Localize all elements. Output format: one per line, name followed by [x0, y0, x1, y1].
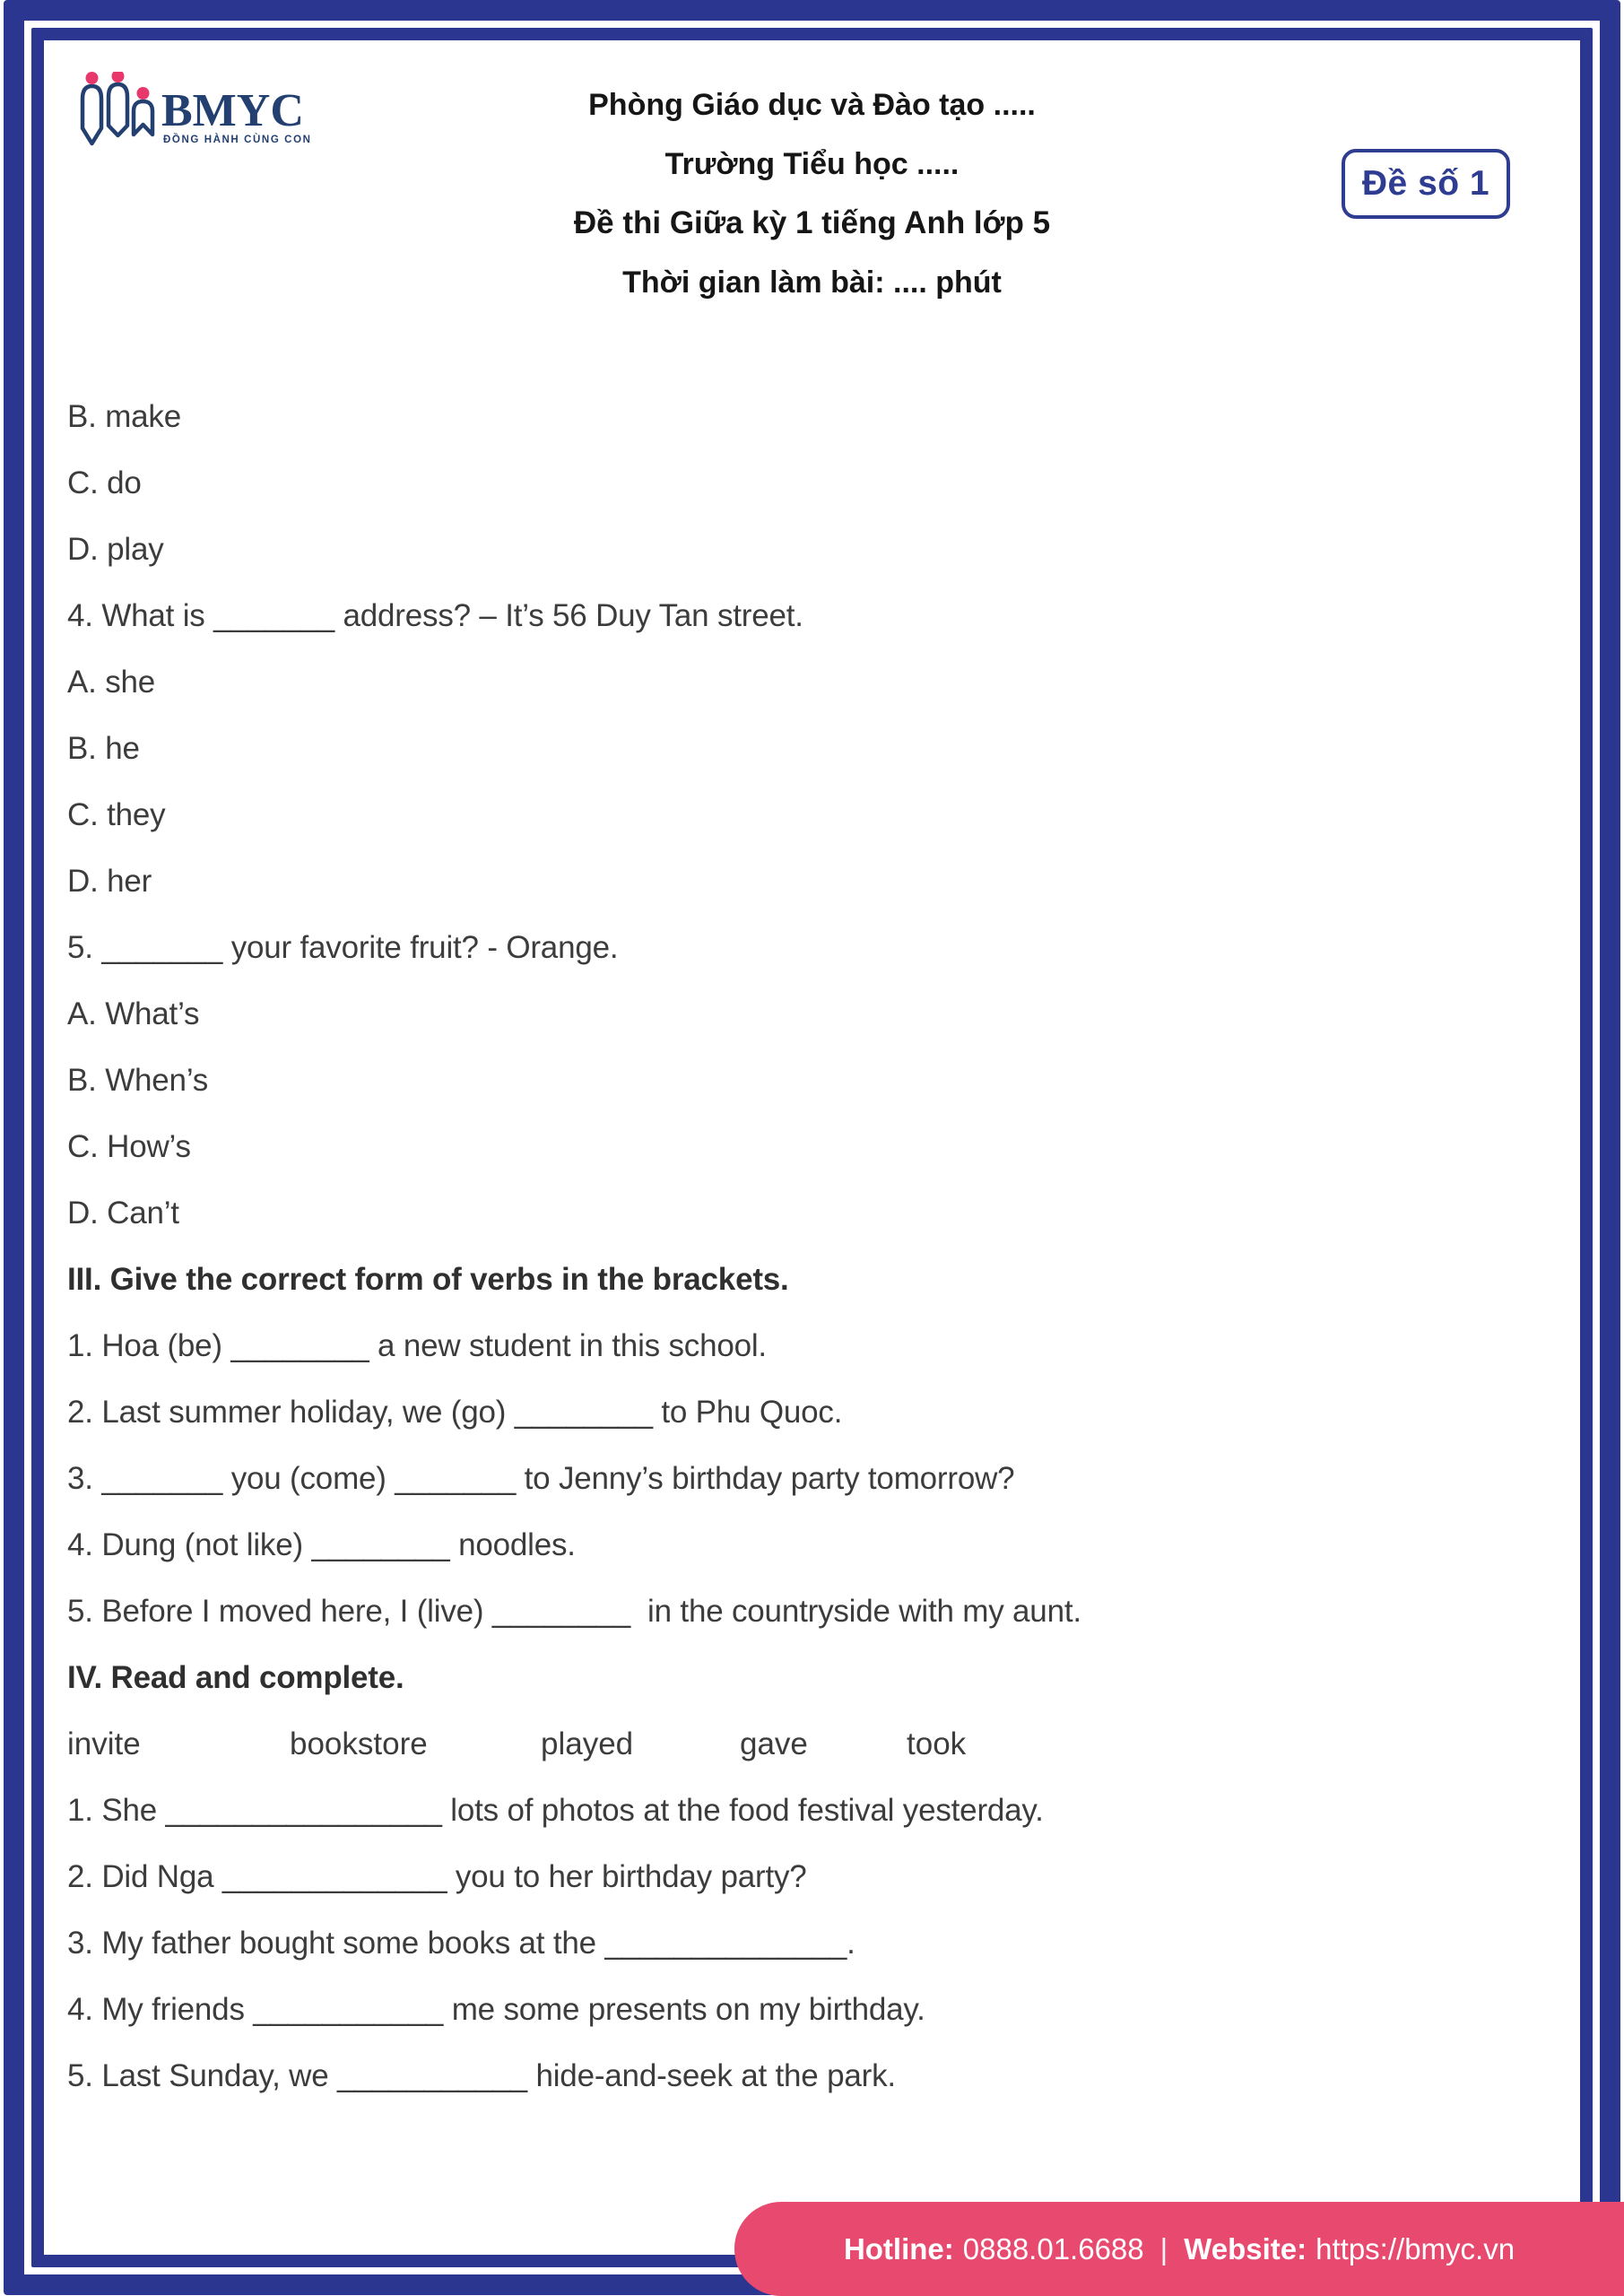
exam-number-badge: Đề số 1 — [1342, 149, 1510, 219]
question: 1. Hoa (be) ________ a new student in this school. — [67, 1328, 767, 1363]
question: 4. What is _______ address? – It’s 56 Duy Tan street. — [67, 598, 803, 633]
hotline-number: 0888.01.6688 — [962, 2231, 1144, 2266]
answer-option: B. make — [67, 399, 181, 434]
word-bank-item: bookstore — [290, 1726, 428, 1761]
answer-option: D. Can’t — [67, 1196, 179, 1231]
question: 4. Dung (not like) ________ noodles. — [67, 1527, 576, 1562]
website-url: https://bmyc.vn — [1316, 2231, 1515, 2266]
question: 3. _______ you (come) _______ to Jenny’s birthday party tomorrow? — [67, 1461, 1015, 1496]
question: 4. My friends ___________ me some presents on my birthday. — [67, 1992, 925, 2027]
footer-contact-bar — [734, 2202, 1624, 2296]
word-bank-item: took — [907, 1726, 967, 1761]
website-label: Website: — [1184, 2231, 1307, 2266]
logo-tagline: ĐỒNG HÀNH CÙNG CON — [163, 135, 312, 145]
logo-brand-text: BMYC — [161, 85, 304, 136]
answer-option: C. do — [67, 465, 142, 500]
answer-option: D. her — [67, 864, 152, 899]
answer-option: B. he — [67, 731, 140, 766]
question: 5. Last Sunday, we ___________ hide-and-seek at the park. — [67, 2058, 896, 2093]
question: 1. She ________________ lots of photos at the food festival yesterday. — [67, 1793, 1044, 1828]
question: 3. My father bought some books at the ______________. — [67, 1926, 855, 1961]
question: 5. Before I moved here, I (live) ________ in the countryside with my aunt. — [67, 1594, 1081, 1629]
answer-option: B. When’s — [67, 1063, 209, 1098]
answer-option: C. How’s — [67, 1129, 191, 1164]
answer-option: D. play — [67, 532, 164, 567]
exam-body — [67, 384, 1561, 2109]
section-heading-3: III. Give the correct form of verbs in the brackets. — [67, 1262, 789, 1297]
footer-separator: | — [1159, 2231, 1168, 2266]
answer-option: A. she — [67, 665, 156, 700]
word-bank — [67, 1711, 1561, 1778]
question: 2. Did Nga _____________ you to her birthday party? — [67, 1859, 807, 1894]
exam-title: Đề thi Giữa kỳ 1 tiếng Anh lớp 5 — [573, 205, 1051, 240]
word-bank-item: gave — [740, 1726, 808, 1761]
header-school-line: Trường Tiểu học ..... — [664, 147, 960, 181]
word-bank-item: played — [541, 1726, 634, 1761]
question: 5. _______ your favorite fruit? - Orange. — [67, 930, 619, 965]
hotline-label: Hotline: — [843, 2231, 954, 2266]
exam-duration: Thời gian làm bài: .... phút — [622, 265, 1002, 300]
answer-option: C. they — [67, 797, 166, 832]
question: 2. Last summer holiday, we (go) ________ to Phu Quoc. — [67, 1395, 843, 1430]
header-department-line: Phòng Giáo dục và Đào tạo ..... — [588, 88, 1036, 122]
answer-option: A. What’s — [67, 996, 200, 1031]
word-bank-item: invite — [67, 1726, 141, 1761]
section-heading-4: IV. Read and complete. — [67, 1660, 404, 1695]
